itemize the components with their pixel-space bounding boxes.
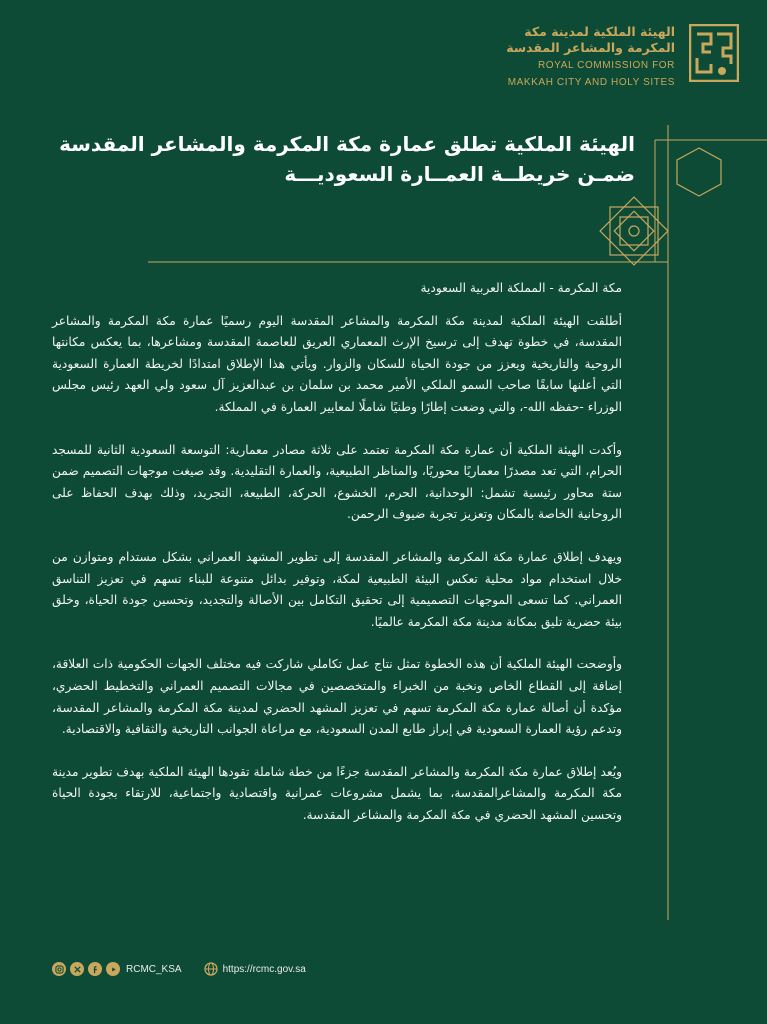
paragraph-4: وأوضحت الهيئة الملكية أن هذه الخطوة تمثل نتاج عمل تكاملي شاركت فيه مختلف الجهات الحكومية ذات العلاقة، إضافة إلى القطاع الخاص ونخبة من الخبراء والمتخصصين في مجالات التصميم العمراني والتخطيط الحضري، مؤكدة أن أصالة عمارة مكة المكرمة تسهم في تعزيز المشهد الحضري لمدينة مكة المكرمة والمشاعر المقدسة، وتدعم رؤية العمارة السعودية في إبراز طابع المدن السعودية، مع مراعاة الجوانب التاريخية والثقافية والاقتصادية.: [52, 657, 622, 737]
social-handle[interactable]: RCMC_KSA: [126, 963, 182, 975]
hexagon-ornament: [677, 148, 721, 196]
website-link[interactable]: https://rcmc.gov.sa: [222, 963, 306, 975]
star-ornament: [600, 197, 668, 265]
instagram-icon[interactable]: [52, 962, 66, 976]
x-icon[interactable]: [70, 962, 84, 976]
organization-name-en-line1: ROYAL COMMISSION FOR: [537, 60, 675, 71]
paragraph-2: وأكدت الهيئة الملكية أن عمارة مكة المكرمة تعتمد على ثلاثة مصادر معمارية: التوسعة السعودية الثانية للمسجد الحرام، التي تعد مصدرًا معماريًا محوريًا، والمناظر الطبيعية، والعمارة التقليدية. وقد صيغت موجهات التصميم ضمن ستة محاور رئيسية تشمل: الوحدانية، الحرم، الخشوع، الحركة، الطبيعة، التجريد، وذلك بهدف الحفاظ على الروحانية الخاصة بالمكان وتعزيز تجربة ضيوف الرحمن.: [52, 442, 622, 522]
globe-icon: [204, 962, 218, 976]
title-line-1: الهيئة الملكية تطلق عمارة مكة المكرمة والمشاعر المقدسة: [59, 132, 635, 156]
press-release-body: [52, 278, 622, 847]
organization-name-ar-line2: المكرمة والمشاعر المقدسة: [506, 40, 675, 55]
organization-name: [506, 24, 675, 89]
press-release-title: [59, 130, 635, 189]
commission-logo-icon: [689, 24, 739, 82]
paragraph-5: ويُعد إطلاق عمارة مكة المكرمة والمشاعر المقدسة جزءًا من خطة شاملة تقودها الهيئة الملكية بهدف تطوير مدينة مكة المكرمة والمشاعرالمقدسة، بما يشمل مشروعات عمرانية واقتصادية واجتماعية، للارتقاء بجودة الحياة وتحسين المشهد الحضري في مكة المكرمة والمشاعر المقدسة.: [52, 764, 622, 822]
paragraph-3: ويهدف إطلاق عمارة مكة المكرمة والمشاعر المقدسة إلى تطوير المشهد العمراني بشكل مستدام ومتوازن من خلال استخدام مواد محلية تعكس البيئة الطبيعية لمكة، وتوفير بدائل متنوعة للبناء تسهم في تعزيز التناسق العمراني. كما تسعى الموجهات التصميمية إلى تحقيق التكامل بين الأصالة والتجديد، وتحسين جودة الحياة، وخلق بيئة حضرية تليق بمكانة مدينة مكة المكرمة عالميًا.: [52, 549, 622, 629]
organization-name-en-line2: MAKKAH CITY AND HOLY SITES: [507, 76, 675, 88]
organization-name-ar-line1: الهيئة الملكية لمدينة مكة: [524, 24, 675, 39]
paragraph-1: أطلقت الهيئة الملكية لمدينة مكة المكرمة والمشاعر المقدسة اليوم رسميًا عمارة مكة المكرمة والمشاعر المقدسة، في خطوة تهدف إلى ترسيخ الإرث المعماري العريق للعاصمة المقدسة ومشاعرها، بما يعكس مكانتها الروحية والتاريخية ويعزز من جودة الحياة للسكان والزوار. ويأتي هذا الإطلاق امتدادًا لخريطة العمارة السعودية التي أعلنها سابقًا صاحب السمو الملكي الأمير محمد بن سلمان بن عبدالعزيز آل سعود ولي العهد رئيس مجلس الوزراء -حفظه الله-، والتي وضعت إطارًا وطنيًا شاملًا لمعايير العمارة في المملكة.: [52, 313, 622, 414]
facebook-icon[interactable]: [88, 962, 102, 976]
header: [506, 24, 739, 89]
title-line-2: ضمـن خريطــة العمــارة السعوديـــة: [284, 161, 635, 186]
dateline: مكة المكرمة - المملكة العربية السعودية: [420, 281, 622, 295]
footer: [52, 962, 306, 976]
youtube-icon[interactable]: [106, 962, 120, 976]
